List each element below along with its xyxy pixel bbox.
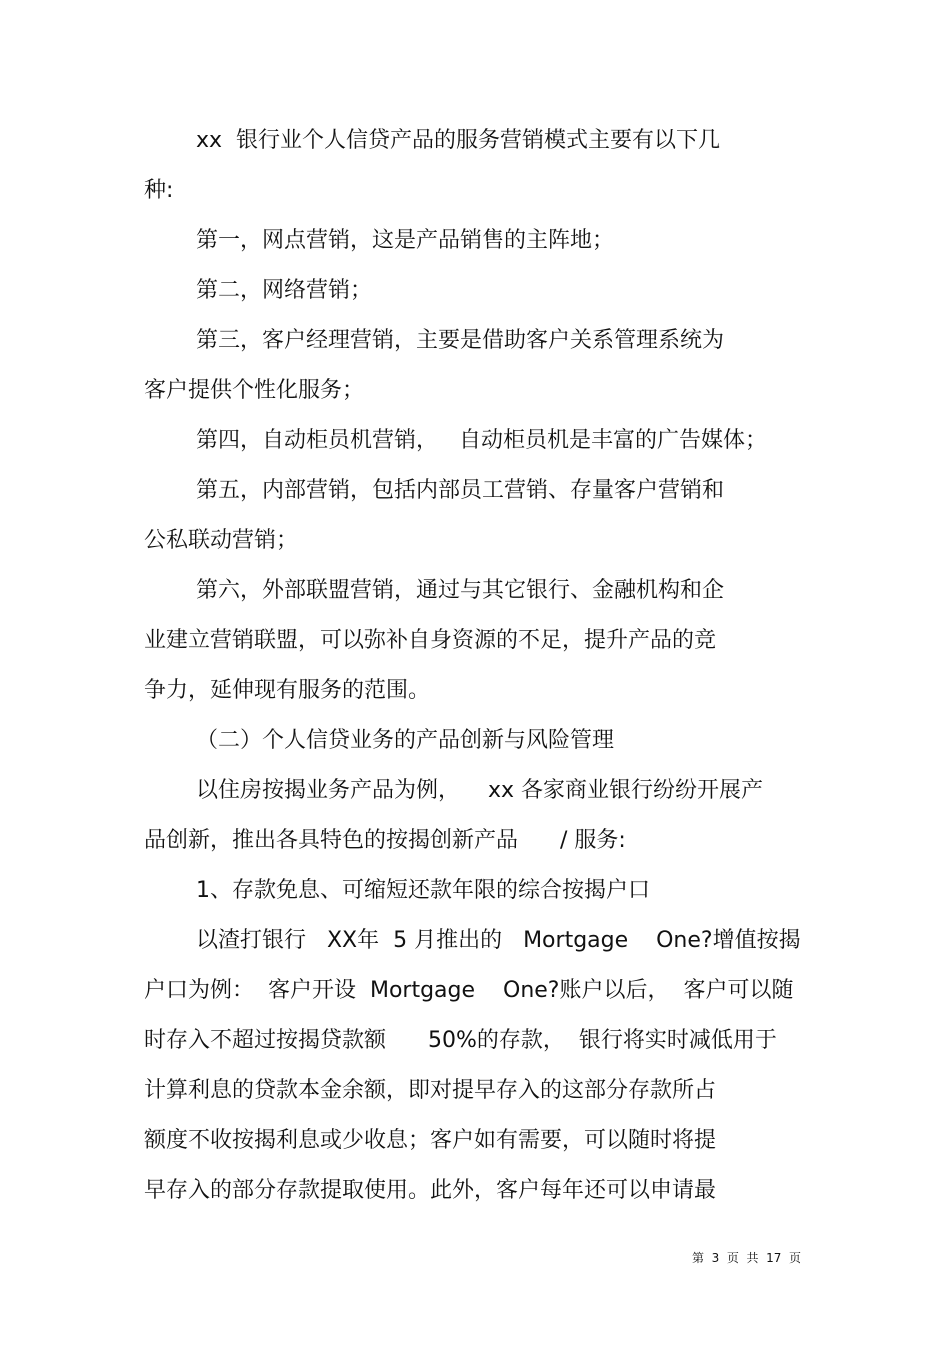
paragraph-line: 客户提供个性化服务； <box>144 378 365 403</box>
paragraph-line: 第四，自动柜员机营销， 自动柜员机是丰富的广告媒体； <box>196 428 767 453</box>
paragraph-line: xx 银行业个人信贷产品的服务营销模式主要有以下几 <box>196 128 721 153</box>
paragraph-line: 争力，延伸现有服务的范围。 <box>144 678 431 703</box>
paragraph-line: 户口为例： 客户开设 Mortgage One?账户以后， 客户可以随 <box>144 978 794 1003</box>
paragraph-line: 公私联动营销； <box>144 528 299 553</box>
paragraph-line: 第三，客户经理营销，主要是借助客户关系管理系统为 <box>196 328 725 353</box>
paragraph-line: 早存入的部分存款提取使用。此外，客户每年还可以申请最 <box>144 1178 717 1203</box>
paragraph-line: 时存入不超过按揭贷款额 50%的存款， 银行将实时减低用于 <box>144 1028 777 1053</box>
paragraph-line: 第一，网点营销，这是产品销售的主阵地； <box>196 228 615 253</box>
paragraph-line: 第六，外部联盟营销，通过与其它银行、金融机构和企 <box>196 578 725 603</box>
paragraph-line: 以住房按揭业务产品为例， xx 各家商业银行纷纷开展产 <box>196 778 764 803</box>
paragraph-line: 第二，网络营销； <box>196 278 373 303</box>
subsection-heading: 1、存款免息、可缩短还款年限的综合按揭户口 <box>196 878 650 903</box>
paragraph-line: 种: <box>144 178 174 203</box>
paragraph-line: 以渣打银行 XX年 5 月推出的 Mortgage One?增值按揭 <box>196 928 801 953</box>
paragraph-line: 额度不收按揭利息或少收息；客户如有需要，可以随时将提 <box>144 1128 717 1153</box>
paragraph-line: 业建立营销联盟，可以弥补自身资源的不足，提升产品的竞 <box>144 628 717 653</box>
paragraph-line: 计算利息的贷款本金余额，即对提早存入的这部分存款所占 <box>144 1078 717 1103</box>
page-number-footer: 第 3 页 共 17 页 <box>692 1251 802 1265</box>
paragraph-line: 品创新，推出各具特色的按揭创新产品 / 服务: <box>144 828 626 853</box>
section-heading: （二）个人信贷业务的产品创新与风险管理 <box>196 728 615 753</box>
paragraph-line: 第五，内部营销，包括内部员工营销、存量客户营销和 <box>196 478 725 503</box>
